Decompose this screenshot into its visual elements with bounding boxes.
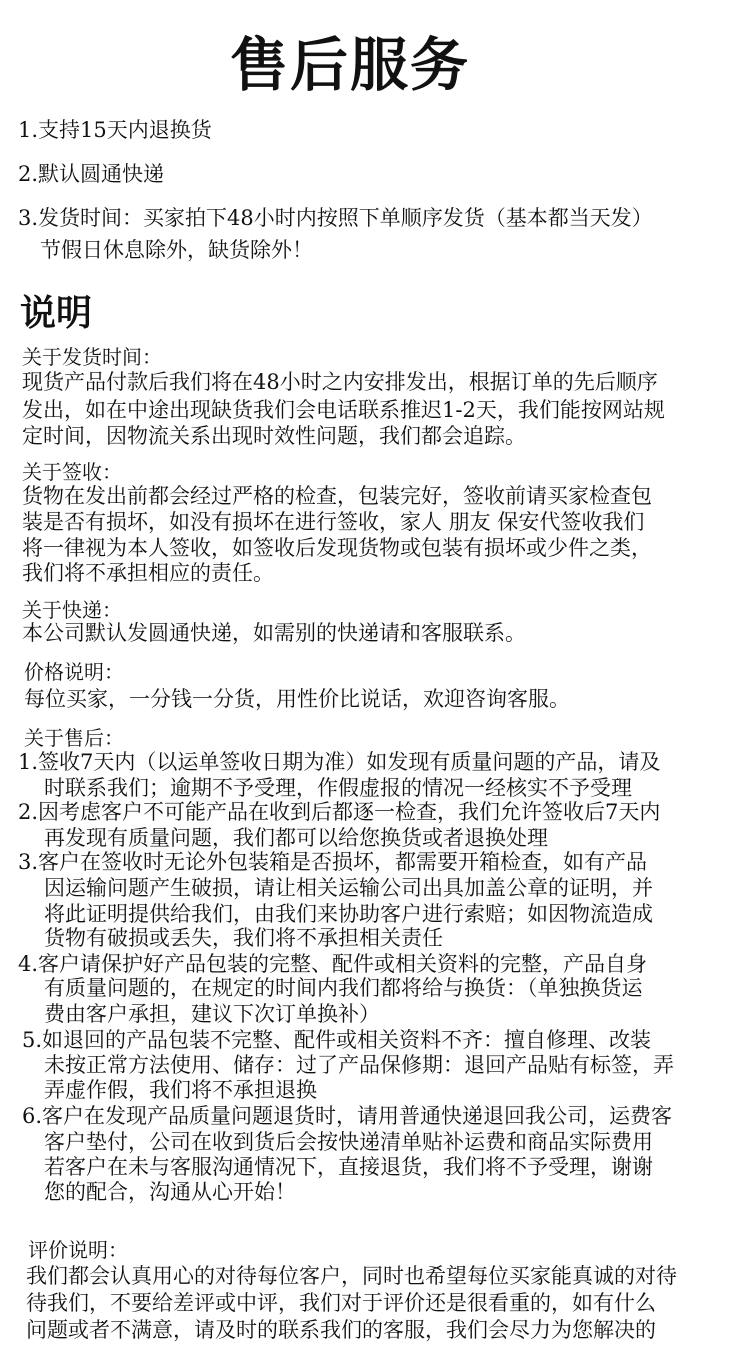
aftersale-line: 您的配合，沟通从心开始！ xyxy=(44,1180,296,1204)
policy-exceptions: 节假日休息除外，缺货除外！ xyxy=(40,238,313,262)
signing-line: 装是否有损坏，如没有损坏在进行签收，家人 朋友 保安代签收我们 xyxy=(22,510,645,534)
aftersale-line: 因运输问题产生破损，请让相关运输公司出具加盖公章的证明，并 xyxy=(44,876,653,900)
section-heading: 说明 xyxy=(20,293,93,334)
review-line: 问题或者不满意，请及时的联系我们的客服，我们会尽力为您解决的 xyxy=(26,1318,656,1342)
review-section-title: 评价说明： xyxy=(28,1238,128,1262)
courier-line: 本公司默认发圆通快递，如需别的快递请和客服联系。 xyxy=(22,621,526,645)
aftersale-line: 费由客户承担，建议下次订单换补） xyxy=(44,1002,380,1026)
aftersale-line: 有质量问题的，在规定的时间内我们都将给与换货：（单独换货运 xyxy=(44,976,643,1000)
policy-shipping-time: 3.发货时间：买家拍下48小时内按照下单顺序发货（基本都当天发） xyxy=(18,206,653,230)
aftersale-line: 未按正常方法使用、储存：过了产品保修期：退回产品贴有标签，弄 xyxy=(44,1053,674,1077)
price-line: 每位买家，一分钱一分货，用性价比说话，欢迎咨询客服。 xyxy=(24,687,570,711)
courier-section-title: 关于快递： xyxy=(22,598,122,622)
aftersale-line: 再发现有质量问题，我们都可以给您换货或者退换处理 xyxy=(44,826,548,850)
aftersale-line: 弄虚作假，我们将不承担退换 xyxy=(44,1078,317,1102)
shipping-line: 定时间，因物流关系出现时效性问题，我们都会追踪。 xyxy=(22,424,526,448)
page-title: 售后服务 xyxy=(229,31,470,99)
shipping-section-title: 关于发货时间： xyxy=(22,345,162,369)
aftersale-section-title: 关于售后： xyxy=(24,726,124,750)
policy-courier: 2.默认圆通快递 xyxy=(18,162,165,186)
policy-returns: 1.支持15天内退换货 xyxy=(18,118,212,142)
aftersale-line: 将此证明提供给我们，由我们来协助客户进行索赔；如因物流造成 xyxy=(44,902,653,926)
review-line: 待我们，不要给差评或中评，我们对于评价还是很看重的，如有什么 xyxy=(26,1291,656,1315)
price-section-title: 价格说明： xyxy=(24,660,124,684)
shipping-line: 现货产品付款后我们将在48小时之内安排发出，根据订单的先后顺序 xyxy=(22,370,658,394)
aftersale-line: 6.客户在发现产品质量问题退货时，请用普通快递退回我公司，运费客 xyxy=(22,1104,673,1128)
aftersale-line: 若客户在未与客服沟通情况下，直接退货，我们将不予受理，谢谢 xyxy=(44,1155,653,1179)
aftersale-line: 时联系我们；逾期不予受理，作假虚报的情况一经核实不予受理 xyxy=(44,776,632,800)
aftersale-line: 2.因考虑客户不可能产品在收到后都逐一检查，我们允许签收后7天内 xyxy=(18,800,661,824)
review-line: 我们都会认真用心的对待每位客户，同时也希望每位买家能真诚的对待 xyxy=(26,1264,677,1288)
aftersale-line: 4.客户请保护好产品包装的完整、配件或相关资料的完整，产品自身 xyxy=(18,952,648,976)
signing-line: 我们将不承担相应的责任。 xyxy=(22,561,274,585)
aftersale-line: 3.客户在签收时无论外包装箱是否损坏，都需要开箱检查，如有产品 xyxy=(18,850,648,874)
signing-section-title: 关于签收： xyxy=(22,460,122,484)
aftersale-line: 5.如退回的产品包装不完整、配件或相关资料不齐：擅自修理、改装 xyxy=(22,1028,652,1052)
aftersale-line: 客户垫付，公司在收到货后会按快递清单贴补运费和商品实际费用 xyxy=(44,1130,653,1154)
aftersale-line: 货物有破损或丢失，我们将不承担相关责任 xyxy=(44,926,443,950)
aftersale-line: 1.签收7天内（以运单签收日期为准）如发现有质量问题的产品，请及 xyxy=(18,750,661,774)
shipping-line: 发出，如在中途出现缺货我们会电话联系推迟1-2天，我们能按网站规 xyxy=(22,398,665,422)
signing-line: 将一律视为本人签收，如签收后发现货物或包装有损坏或少件之类， xyxy=(22,536,652,560)
signing-line: 货物在发出前都会经过严格的检查，包装完好，签收前请买家检查包 xyxy=(22,484,652,508)
